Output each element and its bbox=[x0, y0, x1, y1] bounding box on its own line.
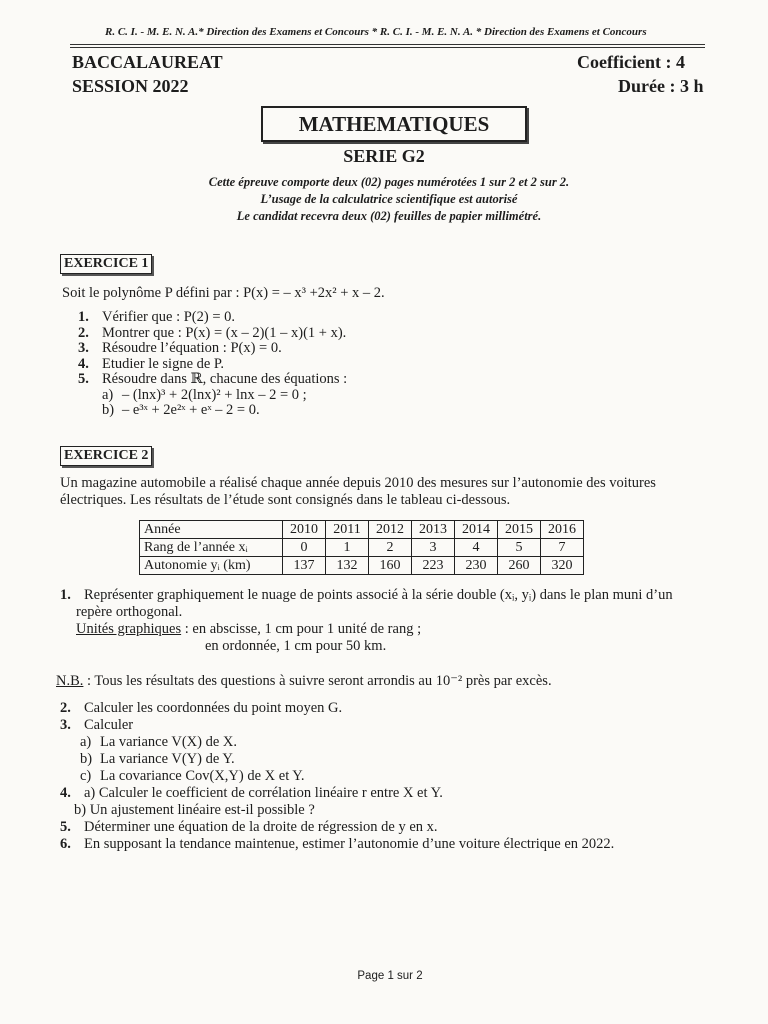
exercise1-intro: Soit le polynôme P défini par : P(x) = – x³ +2x² + x – 2. bbox=[62, 285, 385, 301]
table-cell: 137 bbox=[283, 557, 326, 575]
question-1: 1. Représenter graphiquement le nuage de points associé à la série double (xᵢ, yᵢ) dans le plan muni d’un bbox=[60, 587, 673, 603]
exercise1-label: EXERCICE 1 bbox=[60, 254, 152, 274]
table-cell: 160 bbox=[369, 557, 412, 575]
header-rule bbox=[70, 44, 705, 48]
table-cell: 2012 bbox=[369, 521, 412, 539]
table-cell: 7 bbox=[541, 539, 584, 557]
list-item: 3. Calculer bbox=[60, 717, 134, 733]
table-cell: 2010 bbox=[283, 521, 326, 539]
sub-item: c) La covariance Cov(X,Y) de X et Y. bbox=[80, 768, 305, 784]
sub-item: b) La variance V(Y) de Y. bbox=[80, 751, 235, 767]
nota-bene: N.B. : Tous les résultats des questions à suivre seront arrondis au 10⁻² près par excès. bbox=[56, 673, 552, 689]
table-cell: 320 bbox=[541, 557, 584, 575]
serie-label: SERIE G2 bbox=[343, 146, 425, 166]
table-row bbox=[140, 521, 584, 539]
table-cell: 2014 bbox=[455, 521, 498, 539]
table-cell: 3 bbox=[412, 539, 455, 557]
exercise2-intro-line2: électriques. Les résultats de l’étude sont consignés dans le tableau ci-dessous. bbox=[60, 492, 511, 508]
list-item: 6. En supposant la tendance maintenue, estimer l’autonomie d’une voiture électrique en 2022. bbox=[60, 836, 615, 852]
graph-units: Unités graphiques : en abscisse, 1 cm pour 1 unité de rang ; bbox=[76, 621, 422, 637]
table-cell: 2 bbox=[369, 539, 412, 557]
subject-title: MATHEMATIQUES bbox=[261, 106, 527, 142]
table-cell: 4 bbox=[455, 539, 498, 557]
question-1-cont: repère orthogonal. bbox=[76, 604, 183, 620]
exam-notes bbox=[0, 174, 768, 225]
table-cell: 2016 bbox=[541, 521, 584, 539]
list-item: 4. a) Calculer le coefficient de corrélation linéaire r entre X et Y. bbox=[60, 785, 443, 801]
table-cell: 260 bbox=[498, 557, 541, 575]
table-cell: 0 bbox=[283, 539, 326, 557]
sub-item: a) – (lnx)³ + 2(lnx)² + lnx – 2 = 0 ; bbox=[102, 386, 307, 403]
note-line: L’usage de la calculatrice scientifique est autorisé bbox=[260, 192, 518, 206]
table-cell: 5 bbox=[498, 539, 541, 557]
sub-item: b) Un ajustement linéaire est-il possible ? bbox=[74, 802, 315, 818]
exam-name: BACCALAUREAT bbox=[72, 52, 223, 72]
row-header: Autonomie yᵢ (km) bbox=[140, 557, 283, 575]
table-cell: 132 bbox=[326, 557, 369, 575]
table-cell: 223 bbox=[412, 557, 455, 575]
exercise1-questions bbox=[78, 310, 347, 419]
list-item: 5. Déterminer une équation de la droite de régression de y en x. bbox=[60, 819, 438, 835]
list-item: 4. Etudier le signe de P. bbox=[78, 355, 225, 372]
note-line: Le candidat recevra deux (02) feuilles de papier millimétré. bbox=[236, 209, 542, 223]
table-cell: 2011 bbox=[326, 521, 369, 539]
row-header: Rang de l’année xᵢ bbox=[140, 539, 283, 557]
data-table bbox=[139, 520, 584, 575]
note-line: Cette épreuve comporte deux (02) pages numérotées 1 sur 2 et 2 sur 2. bbox=[208, 175, 570, 189]
graph-units-cont: en ordonnée, 1 cm pour 50 km. bbox=[205, 638, 387, 654]
sub-item: a) La variance V(X) de X. bbox=[80, 734, 238, 750]
list-item: 5. Résoudre dans ℝ, chacune des équations : bbox=[78, 371, 348, 387]
list-item: 3. Résoudre l’équation : P(x) = 0. bbox=[78, 340, 282, 356]
table-cell: 2015 bbox=[498, 521, 541, 539]
table-cell: 2013 bbox=[412, 521, 455, 539]
table-row bbox=[140, 539, 584, 557]
exam-session: SESSION 2022 bbox=[72, 76, 189, 96]
table-cell: 230 bbox=[455, 557, 498, 575]
duration: Durée : 3 h bbox=[618, 76, 704, 96]
header-banner: R. C. I. - M. E. N. A.* Direction des Examens et Concours * R. C. I. - M. E. N. A. * Direction des Examens et Concours bbox=[105, 26, 647, 38]
exercise2-questions bbox=[60, 700, 614, 853]
list-item: 2. Calculer les coordonnées du point moyen G. bbox=[60, 700, 343, 716]
exercise2-intro-line1: Un magazine automobile a réalisé chaque année depuis 2010 des mesures sur l’autonomie des voitures bbox=[60, 475, 656, 491]
row-header: Année bbox=[140, 521, 283, 539]
table-cell: 1 bbox=[326, 539, 369, 557]
coefficient: Coefficient : 4 bbox=[577, 52, 685, 72]
sub-item: b) – e³ˣ + 2e²ˣ + eˣ – 2 = 0. bbox=[102, 402, 260, 418]
exercise2-label: EXERCICE 2 bbox=[60, 446, 152, 466]
list-item: 1. Vérifier que : P(2) = 0. bbox=[78, 309, 235, 325]
page-number: Page 1 sur 2 bbox=[357, 970, 423, 982]
table-row bbox=[140, 557, 584, 575]
list-item: 2. Montrer que : P(x) = (x – 2)(1 – x)(1 + x). bbox=[78, 324, 347, 341]
